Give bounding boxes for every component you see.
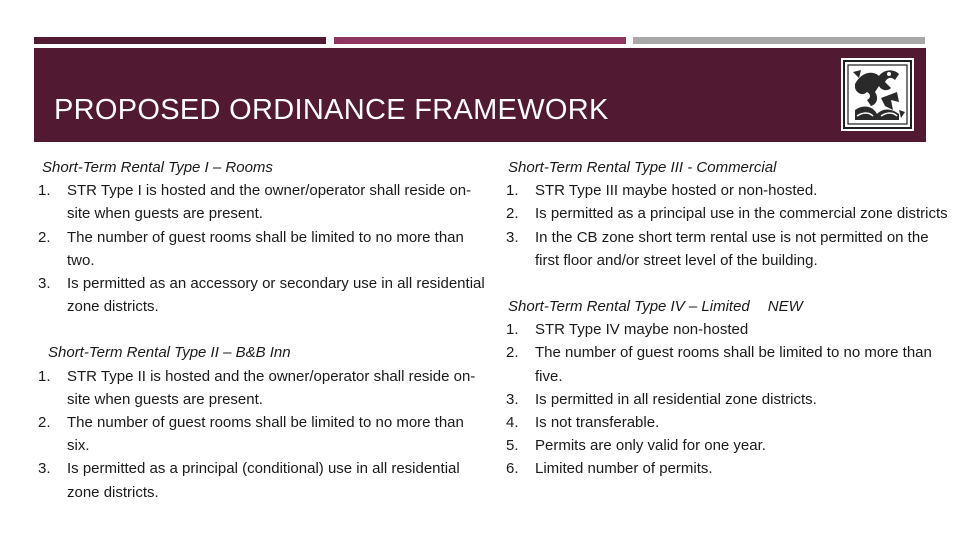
item-number: 3. (38, 275, 51, 293)
list-item (504, 411, 948, 434)
accent-stripe-2 (334, 37, 626, 44)
item-number: 4. (506, 414, 519, 432)
page-title: PROPOSED ORDINANCE FRAMEWORK (54, 94, 609, 126)
accent-stripe-3 (633, 37, 925, 44)
item-number: 1. (506, 321, 519, 339)
section-heading: Short-Term Rental Type III - Commercial (508, 159, 777, 176)
list-item (36, 272, 486, 318)
accent-stripe-1 (34, 37, 326, 44)
list-item (36, 457, 486, 503)
item-text: In the CB zone short term rental use is not permitted on the first floor and/or street level of the building. (535, 228, 929, 269)
item-list (36, 365, 486, 504)
list-item (504, 179, 948, 202)
list-item (504, 226, 948, 272)
section-type-4 (504, 295, 948, 481)
item-text: STR Type III maybe hosted or non-hosted. (535, 182, 818, 200)
item-number: 2. (38, 228, 51, 246)
item-list (504, 179, 948, 272)
list-item (36, 365, 486, 411)
item-text: Is permitted as a principal use in the commercial zone districts (535, 205, 948, 223)
section-heading: Short-Term Rental Type II – B&B Inn (48, 344, 291, 362)
item-text: STR Type IV maybe non-hosted (535, 321, 749, 339)
item-text: The number of guest rooms shall be limited to no more than five. (535, 344, 932, 385)
item-number: 1. (38, 182, 51, 200)
list-item (36, 179, 486, 225)
right-column (504, 156, 948, 504)
item-number: 2. (38, 414, 51, 432)
item-number: 2. (506, 344, 519, 362)
new-badge: NEW (767, 298, 803, 316)
list-item (504, 341, 948, 387)
item-number: 1. (38, 367, 51, 385)
item-number: 1. (506, 182, 519, 200)
item-text: Permits are only valid for one year. (535, 437, 766, 455)
title-banner (34, 48, 926, 142)
list-item (504, 457, 948, 480)
item-list (504, 318, 948, 480)
item-number: 5. (506, 437, 519, 455)
section-heading (504, 295, 948, 318)
list-item (504, 434, 948, 457)
item-text: Is permitted as an accessory or secondary use in all residential zone districts. (67, 275, 485, 316)
list-item (504, 202, 948, 225)
list-item (504, 318, 948, 341)
left-column (36, 156, 486, 527)
item-number: 3. (38, 460, 51, 478)
item-text: STR Type II is hosted and the owner/operator shall reside on-site when guests are present. (67, 367, 476, 408)
item-list (36, 179, 486, 318)
item-number: 2. (506, 205, 519, 223)
item-number: 3. (506, 390, 519, 408)
list-item (36, 411, 486, 457)
section-heading: Short-Term Rental Type I – Rooms (42, 159, 273, 176)
decorative-bird-emblem-icon (841, 58, 914, 131)
section-type-1 (36, 156, 486, 318)
list-item (504, 388, 948, 411)
item-text: Limited number of permits. (535, 460, 713, 478)
item-text: The number of guest rooms shall be limited to no more than two. (67, 228, 464, 269)
item-text: Is permitted in all residential zone districts. (535, 390, 817, 408)
section-heading-text: Short-Term Rental Type IV – Limited (508, 298, 750, 316)
item-number: 6. (506, 460, 519, 478)
item-number: 3. (506, 228, 519, 246)
section-type-2 (36, 341, 486, 503)
list-item (36, 226, 486, 272)
item-text: Is permitted as a principal (conditional) use in all residential zone districts. (67, 460, 460, 501)
item-text: STR Type I is hosted and the owner/operator shall reside on-site when guests are present. (67, 182, 472, 223)
section-type-3 (504, 156, 948, 272)
item-text: The number of guest rooms shall be limited to no more than six. (67, 414, 464, 455)
item-text: Is not transferable. (535, 414, 660, 432)
